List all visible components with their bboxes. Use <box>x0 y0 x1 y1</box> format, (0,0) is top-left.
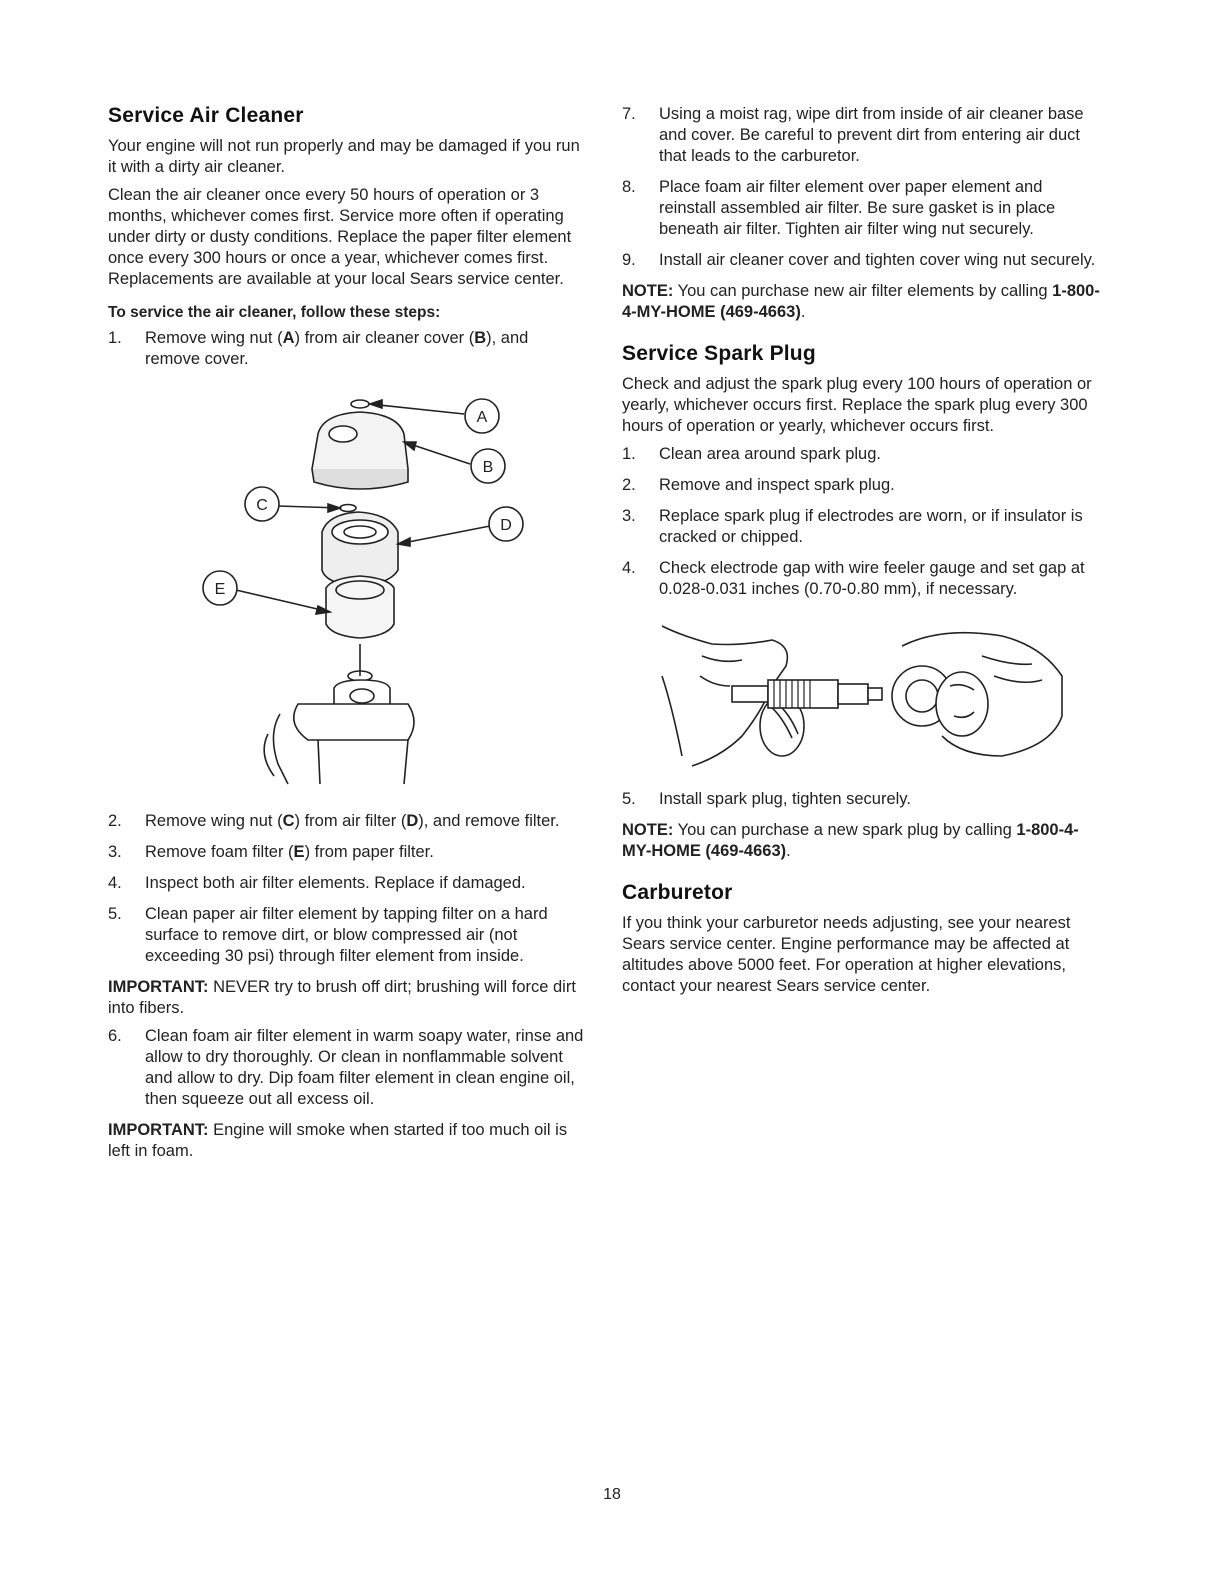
spark-plug-steps-b <box>622 789 1100 810</box>
callout-e: E <box>214 581 226 598</box>
phone-number: 1-800-4-MY-HOME (469-4663) <box>622 282 1100 321</box>
plug-step-3: 3. Replace spark plug if electrodes are worn, or if insulator is cracked or chipped. <box>622 507 1083 546</box>
right-column <box>622 104 1100 1004</box>
spark-plug-heading: Service Spark Plug <box>622 342 816 365</box>
carburetor-heading: Carburetor <box>622 881 733 904</box>
step-5: 5. Clean paper air filter element by tapping filter on a hard surface to remove dirt, or blow compressed air (not exceeding 30 psi) through filter element from inside. <box>108 905 548 965</box>
left-column <box>108 104 586 1169</box>
step-4: 4. Inspect both air filter elements. Replace if damaged. <box>108 874 526 892</box>
air-cleaner-intro: Your engine will not run properly and may be damaged if you run it with a dirty air cleaner. <box>108 137 580 176</box>
steps-heading: To service the air cleaner, follow these steps: <box>108 304 441 321</box>
spark-plug-gap-figure <box>622 616 1100 776</box>
step-1: 1. Remove wing nut (A) from air cleaner cover (B), and remove cover. <box>108 329 529 368</box>
plug-step-5: 5. Install spark plug, tighten securely. <box>622 790 911 808</box>
spark-plug-steps <box>622 444 1100 600</box>
important-note-2: IMPORTANT: Engine will smoke when started if too much oil is left in foam. <box>108 1121 568 1160</box>
step-6: 6. Clean foam air filter element in warm soapy water, rinse and allow to dry thoroughly. Or clean in nonflammable solvent and allow to dry. Dip foam filter element in clean engine oil, then squeeze out all excess oil. <box>108 1027 584 1108</box>
air-cleaner-exploded-figure <box>108 384 586 796</box>
step-9: 9. Install air cleaner cover and tighten cover wing nut securely. <box>622 251 1096 269</box>
step-8: 8. Place foam air filter element over paper element and reinstall assembled air filter. Be sure gasket is in place beneath air filter. Tighten air filter wing nut securely. <box>622 178 1056 238</box>
page-number: 18 <box>603 1486 621 1503</box>
air-cleaner-steps-d <box>622 104 1100 271</box>
plug-step-1: 1. Clean area around spark plug. <box>622 445 881 463</box>
important-note-1: IMPORTANT: NEVER try to brush off dirt; brushing will force dirt into fibers. <box>108 978 576 1017</box>
phone-number: 1-800-4-MY-HOME (469-4663) <box>622 821 1079 860</box>
callout-d: D <box>500 517 512 534</box>
step-7: 7. Using a moist rag, wipe dirt from inside of air cleaner base and cover. Be careful to prevent dirt from entering air duct that leads to the carburetor. <box>622 105 1084 165</box>
spark-plug-intro: Check and adjust the spark plug every 100 hours of operation or yearly, whichever occurs first. Replace the spark plug every 300 hours of operation or yearly, whichever occurs first. <box>622 375 1092 435</box>
air-cleaner-heading: Service Air Cleaner <box>108 104 304 127</box>
air-cleaner-steps-c <box>108 1026 586 1110</box>
air-cleaner-steps-b <box>108 811 586 967</box>
air-filter-note: NOTE: You can purchase new air filter elements by calling 1-800-4-MY-HOME (469-4663). <box>622 282 1100 321</box>
callout-b: B <box>482 459 494 476</box>
step-2: 2. Remove wing nut (C) from air filter (D), and remove filter. <box>108 812 560 830</box>
spark-plug-note: NOTE: You can purchase a new spark plug by calling 1-800-4-MY-HOME (469-4663). <box>622 821 1079 860</box>
carburetor-text: If you think your carburetor needs adjusting, see your nearest Sears service center. Engine performance may be affected at altitudes above 5000 feet. For operation at higher elevations, contact your nearest Sears service center. <box>622 914 1071 995</box>
callout-c: C <box>256 497 268 514</box>
plug-step-4: 4. Check electrode gap with wire feeler gauge and set gap at 0.028-0.031 inches (0.70-0.80 mm), if necessary. <box>622 559 1085 598</box>
air-cleaner-steps-a <box>108 328 586 370</box>
plug-step-2: 2. Remove and inspect spark plug. <box>622 476 895 494</box>
air-cleaner-schedule: Clean the air cleaner once every 50 hours of operation or 3 months, whichever comes first. Service more often if operating under dirty or dusty conditions. Replace the paper filter element once every 300 hours or once a year, whichever comes first. Replacements are available at your local Sears service center. <box>108 186 572 288</box>
step-3: 3. Remove foam filter (E) from paper filter. <box>108 843 434 861</box>
callout-a: A <box>476 409 488 426</box>
